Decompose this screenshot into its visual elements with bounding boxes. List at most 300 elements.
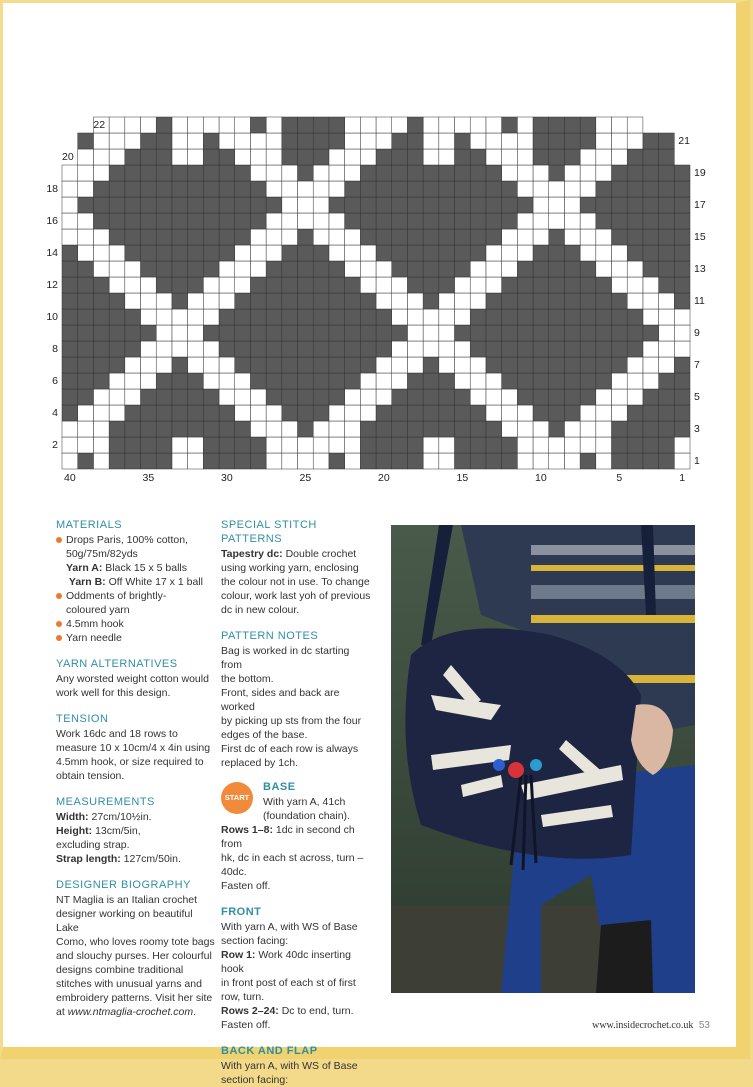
chart-cell xyxy=(125,149,141,165)
chart-cell xyxy=(612,453,628,469)
bag-photo xyxy=(391,525,695,993)
chart-cell xyxy=(345,149,361,165)
chart-cell xyxy=(596,149,612,165)
chart-cell xyxy=(376,277,392,293)
chart-cell xyxy=(313,453,329,469)
designer-website-link[interactable]: www.ntmaglia-crochet.com xyxy=(67,1006,194,1018)
chart-cell xyxy=(612,373,628,389)
chart-column-label: 10 xyxy=(535,472,547,484)
chart-cell xyxy=(549,293,565,309)
chart-cell xyxy=(439,389,455,405)
chart-cell xyxy=(141,133,157,149)
chart-cell xyxy=(298,341,314,357)
chart-cell xyxy=(596,389,612,405)
chart-cell xyxy=(455,165,471,181)
chart-cell xyxy=(580,453,596,469)
chart-cell xyxy=(627,341,643,357)
chart-cell xyxy=(156,229,172,245)
tapestry-dc-label: Tapestry dc: xyxy=(221,548,283,560)
chart-cell xyxy=(266,149,282,165)
base-block xyxy=(221,780,373,823)
chart-cell xyxy=(502,453,518,469)
chart-cell xyxy=(219,437,235,453)
chart-cell xyxy=(596,341,612,357)
chart-cell xyxy=(376,309,392,325)
chart-cell xyxy=(470,245,486,261)
chart-cell xyxy=(109,453,125,469)
chart-cell xyxy=(674,261,690,277)
measurements-heading: MEASUREMENTS xyxy=(56,796,155,808)
chart-row-label-left: 10 xyxy=(46,311,58,324)
chart-cell xyxy=(486,341,502,357)
chart-cell xyxy=(345,357,361,373)
chart-cell xyxy=(282,325,298,341)
chart-row-label-right: 11 xyxy=(694,295,705,308)
chart-cell xyxy=(266,453,282,469)
chart-cell xyxy=(313,133,329,149)
chart-cell xyxy=(407,421,423,437)
chart-cell xyxy=(470,405,486,421)
strap-label: Strap length: xyxy=(56,853,121,865)
chart-cell xyxy=(423,117,439,133)
chart-cell xyxy=(392,197,408,213)
text-line: Any worsted weight cotton would xyxy=(56,673,209,685)
chart-cell xyxy=(156,133,172,149)
chart-cell xyxy=(486,437,502,453)
chart-cell xyxy=(109,293,125,309)
base-heading: BASE xyxy=(263,781,296,793)
chart-cell xyxy=(345,277,361,293)
chart-cell xyxy=(298,181,314,197)
chart-cell xyxy=(392,293,408,309)
chart-cell xyxy=(533,325,549,341)
chart-cell xyxy=(517,357,533,373)
chart-cell xyxy=(298,133,314,149)
chart-cell xyxy=(470,213,486,229)
chart-cell xyxy=(407,357,423,373)
chart-cell xyxy=(93,197,109,213)
chart-cell xyxy=(612,437,628,453)
chart-row-label-right: 15 xyxy=(694,231,706,244)
chart-cell xyxy=(423,261,439,277)
chart-cell xyxy=(188,325,204,341)
chart-cell xyxy=(219,229,235,245)
chart-cell xyxy=(219,389,235,405)
chart-cell xyxy=(109,341,125,357)
chart-cell xyxy=(188,277,204,293)
chart-cell xyxy=(376,197,392,213)
chart-cell xyxy=(188,149,204,165)
chart-cell xyxy=(423,181,439,197)
chart-cell xyxy=(502,261,518,277)
chart-cell xyxy=(439,117,455,133)
chart-cell xyxy=(674,245,690,261)
chart-cell xyxy=(360,133,376,149)
chart-cell xyxy=(659,229,675,245)
chart-cell xyxy=(596,245,612,261)
chart-cell xyxy=(596,133,612,149)
chart-cell xyxy=(439,229,455,245)
chart-cell xyxy=(219,357,235,373)
chart-cell xyxy=(62,213,78,229)
chart-cell xyxy=(93,229,109,245)
chart-cell xyxy=(345,405,361,421)
chart-cell xyxy=(125,229,141,245)
chart-cell xyxy=(219,421,235,437)
chart-cell xyxy=(313,181,329,197)
chart-cell xyxy=(360,373,376,389)
chart-cell xyxy=(109,133,125,149)
chart-cell xyxy=(407,197,423,213)
chart-cell xyxy=(627,325,643,341)
chart-cell xyxy=(62,437,78,453)
chart-cell xyxy=(439,325,455,341)
chart-cell xyxy=(486,293,502,309)
chart-cell xyxy=(439,133,455,149)
chart-cell xyxy=(109,181,125,197)
material-text: Drops Paris, 100% cotton, xyxy=(66,534,188,546)
chart-cell xyxy=(486,389,502,405)
chart-cell xyxy=(109,117,125,133)
chart-cell xyxy=(470,133,486,149)
chart-cell xyxy=(486,181,502,197)
chart-cell xyxy=(659,181,675,197)
width-label: Width: xyxy=(56,811,89,823)
chart-cell xyxy=(219,245,235,261)
chart-cell xyxy=(360,181,376,197)
chart-cell xyxy=(125,309,141,325)
chart-cell xyxy=(266,437,282,453)
chart-cell xyxy=(78,405,94,421)
middle-column xyxy=(221,518,373,1087)
chart-cell xyxy=(439,453,455,469)
chart-cell xyxy=(219,309,235,325)
chart-cell xyxy=(612,213,628,229)
chart-row-label-right: 9 xyxy=(694,327,700,340)
chart-cell xyxy=(580,357,596,373)
chart-cell xyxy=(172,197,188,213)
chart-cell xyxy=(125,261,141,277)
chart-cell xyxy=(125,405,141,421)
chart-cell xyxy=(455,325,471,341)
chart-cell xyxy=(141,149,157,165)
chart-cell xyxy=(313,197,329,213)
chart-cell xyxy=(423,149,439,165)
chart-cell xyxy=(78,245,94,261)
chart-cell xyxy=(407,437,423,453)
chart-cell xyxy=(486,373,502,389)
chart-cell xyxy=(235,405,251,421)
yarn-a-value: Black 15 x 5 balls xyxy=(102,562,188,574)
chart-cell xyxy=(156,261,172,277)
chart-cell xyxy=(423,373,439,389)
chart-cell xyxy=(643,229,659,245)
chart-cell xyxy=(674,357,690,373)
chart-cell xyxy=(78,389,94,405)
chart-cell xyxy=(235,293,251,309)
chart-cell xyxy=(62,405,78,421)
chart-cell xyxy=(627,165,643,181)
chart-cell xyxy=(407,117,423,133)
chart-cell xyxy=(423,277,439,293)
chart-cell xyxy=(455,309,471,325)
chart-cell xyxy=(203,293,219,309)
chart-cell xyxy=(502,197,518,213)
text-line: Bag is worked in dc starting from xyxy=(221,645,350,671)
chart-cell xyxy=(203,277,219,293)
chart-cell xyxy=(580,133,596,149)
chart-cell xyxy=(596,213,612,229)
chart-cell xyxy=(62,325,78,341)
chart-cell xyxy=(517,373,533,389)
chart-cell xyxy=(596,197,612,213)
chart-cell xyxy=(250,373,266,389)
chart-cell xyxy=(188,245,204,261)
chart-cell xyxy=(376,437,392,453)
chart-cell xyxy=(203,453,219,469)
colorwork-chart xyxy=(3,3,753,503)
chart-cell xyxy=(203,197,219,213)
chart-cell xyxy=(141,357,157,373)
chart-cell xyxy=(172,149,188,165)
chart-cell xyxy=(455,437,471,453)
chart-cell xyxy=(627,437,643,453)
chart-cell xyxy=(486,165,502,181)
chart-cell xyxy=(266,261,282,277)
chart-cell xyxy=(203,133,219,149)
chart-cell xyxy=(659,197,675,213)
chart-cell xyxy=(219,213,235,229)
page-footer xyxy=(592,1020,710,1031)
chart-cell xyxy=(407,261,423,277)
chart-cell xyxy=(455,357,471,373)
chart-cell xyxy=(580,165,596,181)
chart-cell xyxy=(533,117,549,133)
chart-cell xyxy=(156,453,172,469)
height-label: Height: xyxy=(56,825,93,837)
chart-cell xyxy=(439,293,455,309)
chart-cell xyxy=(439,245,455,261)
chart-cell xyxy=(250,213,266,229)
chart-cell xyxy=(392,309,408,325)
chart-cell xyxy=(78,293,94,309)
chart-cell xyxy=(376,133,392,149)
chart-cell xyxy=(266,389,282,405)
footer-website: www.insidecrochet.co.uk xyxy=(592,1020,694,1031)
text-line: designs combine traditional xyxy=(56,964,184,976)
chart-cell xyxy=(250,133,266,149)
chart-cell xyxy=(596,277,612,293)
chart-cell xyxy=(643,165,659,181)
chart-cell xyxy=(659,325,675,341)
chart-cell xyxy=(407,165,423,181)
page-number: 53 xyxy=(698,1020,710,1031)
chart-cell xyxy=(612,117,628,133)
chart-cell xyxy=(455,181,471,197)
chart-cell xyxy=(439,421,455,437)
text-line: 1dc in second ch from xyxy=(221,824,355,850)
chart-cell xyxy=(345,181,361,197)
chart-cell xyxy=(141,181,157,197)
chart-cell xyxy=(564,197,580,213)
chart-cell xyxy=(93,421,109,437)
chart-cell xyxy=(486,325,502,341)
chart-cell xyxy=(235,325,251,341)
chart-cell xyxy=(612,389,628,405)
chart-cell xyxy=(172,181,188,197)
chart-cell xyxy=(627,245,643,261)
chart-cell xyxy=(235,181,251,197)
chart-cell xyxy=(62,181,78,197)
chart-cell xyxy=(549,117,565,133)
list-item xyxy=(56,589,216,617)
chart-cell xyxy=(329,165,345,181)
chart-cell xyxy=(360,309,376,325)
chart-cell xyxy=(250,245,266,261)
chart-cell xyxy=(125,213,141,229)
chart-cell xyxy=(596,357,612,373)
chart-cell xyxy=(141,229,157,245)
chart-cell xyxy=(203,261,219,277)
chart-cell xyxy=(266,277,282,293)
chart-cell xyxy=(172,277,188,293)
chart-cell xyxy=(564,277,580,293)
chart-cell xyxy=(659,245,675,261)
chart-cell xyxy=(298,197,314,213)
chart-cell xyxy=(564,149,580,165)
chart-cell xyxy=(62,245,78,261)
chart-cell xyxy=(172,357,188,373)
front-text xyxy=(221,920,373,1032)
chart-cell xyxy=(486,421,502,437)
chart-cell xyxy=(78,229,94,245)
chart-cell xyxy=(470,117,486,133)
special-stitch-heading: SPECIAL STITCH PATTERNS xyxy=(221,519,317,545)
chart-cell xyxy=(266,181,282,197)
chart-cell xyxy=(423,389,439,405)
chart-cell xyxy=(219,373,235,389)
chart-cell xyxy=(533,213,549,229)
chart-cell xyxy=(376,149,392,165)
chart-cell xyxy=(313,117,329,133)
chart-cell xyxy=(203,309,219,325)
chart-cell xyxy=(172,133,188,149)
chart-cell xyxy=(298,213,314,229)
chart-cell xyxy=(612,309,628,325)
chart-cell xyxy=(235,245,251,261)
chart-cell xyxy=(250,165,266,181)
chart-cell xyxy=(282,181,298,197)
chart-cell xyxy=(674,293,690,309)
chart-cell xyxy=(470,389,486,405)
chart-cell xyxy=(329,325,345,341)
tension-text xyxy=(56,727,216,783)
chart-cell xyxy=(329,133,345,149)
chart-row-label-left: 4 xyxy=(52,407,58,420)
text-line: at xyxy=(56,1006,68,1018)
chart-cell xyxy=(612,133,628,149)
chart-cell xyxy=(517,229,533,245)
chart-cell xyxy=(250,293,266,309)
yarn-b-label: Yarn B: xyxy=(68,576,106,588)
chart-cell xyxy=(125,133,141,149)
chart-cell xyxy=(643,213,659,229)
chart-cell xyxy=(580,149,596,165)
chart-cell xyxy=(172,421,188,437)
chart-cell xyxy=(423,165,439,181)
material-text: 50g/75m/82yds xyxy=(66,548,138,560)
chart-cell xyxy=(407,293,423,309)
chart-cell xyxy=(62,389,78,405)
chart-cell xyxy=(580,117,596,133)
chart-cell xyxy=(659,261,675,277)
chart-cell xyxy=(203,373,219,389)
chart-cell xyxy=(439,341,455,357)
chart-cell xyxy=(407,213,423,229)
chart-cell xyxy=(360,405,376,421)
chart-cell xyxy=(345,133,361,149)
chart-cell xyxy=(596,309,612,325)
chart-cell xyxy=(612,181,628,197)
text-line: using working yarn, enclosing xyxy=(221,562,359,574)
material-text: Oddments of brightly- xyxy=(66,590,167,602)
chart-cell xyxy=(486,213,502,229)
chart-cell xyxy=(250,229,266,245)
chart-cell xyxy=(580,197,596,213)
chart-cell xyxy=(360,149,376,165)
chart-cell xyxy=(392,149,408,165)
chart-cell xyxy=(533,373,549,389)
chart-cell xyxy=(674,277,690,293)
chart-cell xyxy=(612,357,628,373)
chart-cell xyxy=(235,117,251,133)
chart-cell xyxy=(627,181,643,197)
chart-cell xyxy=(596,261,612,277)
rows-label: Rows 1–8: xyxy=(221,824,273,836)
chart-cell xyxy=(188,181,204,197)
chart-cell xyxy=(266,405,282,421)
chart-cell xyxy=(282,149,298,165)
chart-cell xyxy=(549,149,565,165)
chart-cell xyxy=(250,421,266,437)
chart-cell xyxy=(250,149,266,165)
chart-row-label-left: 8 xyxy=(52,343,58,356)
chart-cell xyxy=(549,213,565,229)
chart-cell xyxy=(549,165,565,181)
chart-cell xyxy=(580,229,596,245)
chart-column-label: 15 xyxy=(456,472,469,484)
chart-cell xyxy=(266,213,282,229)
chart-cell xyxy=(188,373,204,389)
chart-cell xyxy=(141,309,157,325)
chart-cell xyxy=(282,453,298,469)
chart-cell xyxy=(156,293,172,309)
text-line: colour, work last yoh of previous xyxy=(221,590,371,602)
chart-cell xyxy=(596,181,612,197)
chart-row-label-right: 19 xyxy=(694,167,706,180)
chart-cell xyxy=(517,453,533,469)
chart-cell xyxy=(643,149,659,165)
width-value: 27cm/10½in. xyxy=(88,811,152,823)
chart-cell xyxy=(533,277,549,293)
text-line: by picking up sts from the four xyxy=(221,715,362,727)
list-item: 4.5mm hook xyxy=(56,617,216,631)
chart-cell xyxy=(517,245,533,261)
chart-cell xyxy=(564,245,580,261)
strap-value: 127cm/50in. xyxy=(120,853,181,865)
chart-cell xyxy=(282,117,298,133)
chart-cell xyxy=(298,421,314,437)
